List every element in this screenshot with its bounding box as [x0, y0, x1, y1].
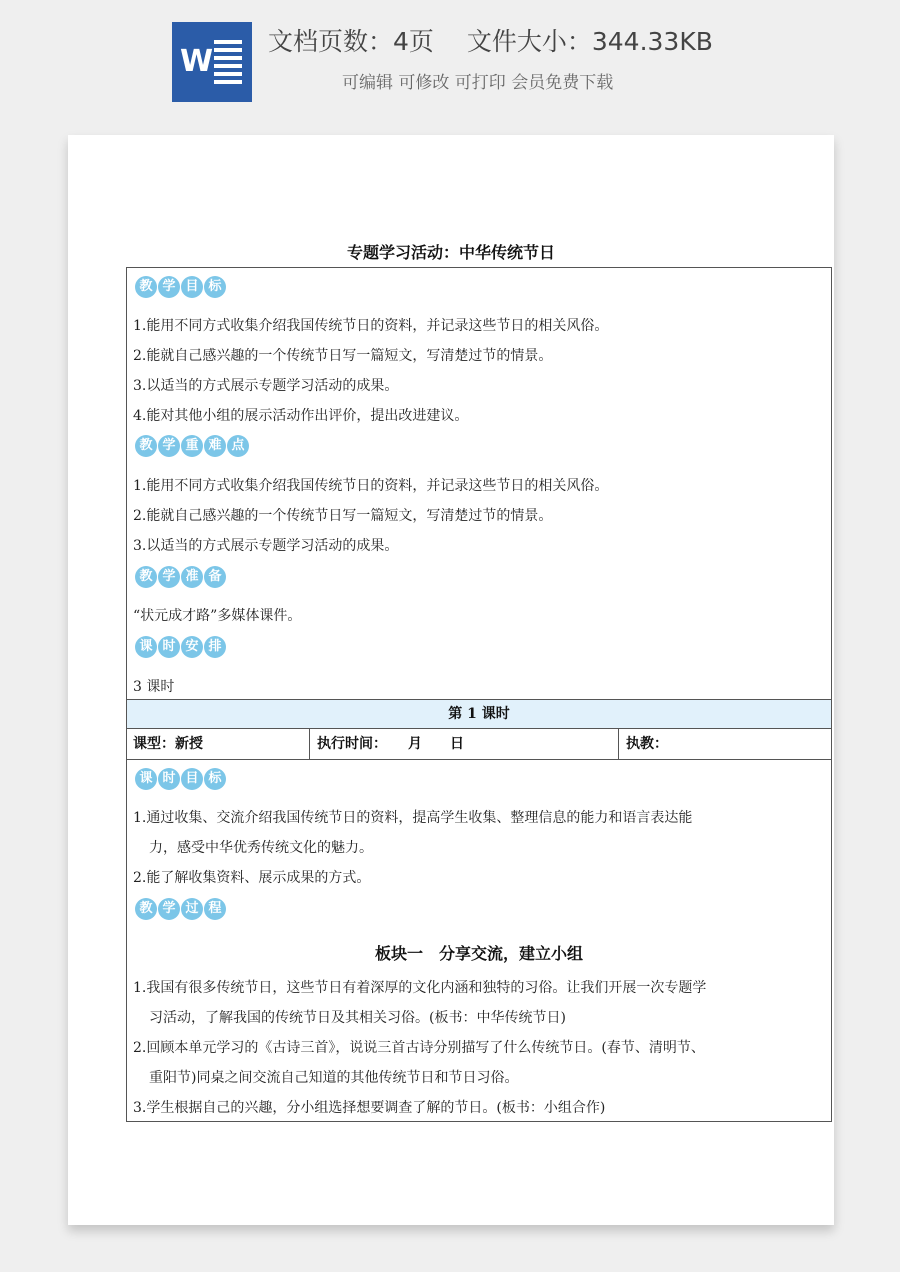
badge-char: 排 — [204, 636, 226, 658]
goal-item: 4.能对其他小组的展示活动作出评价，提出改进建议。 — [133, 408, 469, 424]
badge-schedule — [135, 636, 227, 660]
download-header — [0, 0, 900, 120]
lesson-teacher: 执教： — [626, 736, 668, 752]
lesson-goal-line: 2.能了解收集资料、展示成果的方式。 — [133, 870, 371, 886]
document-title: 专题学习活动：中华传统节日 — [346, 243, 555, 262]
badge-char: 安 — [181, 636, 203, 658]
badge-char: 课 — [135, 768, 157, 790]
goal-item: 1.能用不同方式收集介绍我国传统节日的资料，并记录这些节日的相关风俗。 — [133, 318, 609, 334]
process-line: 3.学生根据自己的兴趣，分小组选择想要调查了解的节日。(板书：小组合作) — [133, 1100, 606, 1116]
badge-process — [135, 898, 227, 922]
process-line: 1.我国有很多传统节日，这些节日有着深厚的文化内涵和独特的习俗。让我们开展一次专题学 — [133, 980, 707, 996]
lesson-info-row — [127, 729, 831, 760]
cell-divider — [618, 729, 619, 759]
badge-char: 重 — [181, 435, 203, 457]
badge-char: 程 — [204, 898, 226, 920]
badge-char: 时 — [158, 636, 180, 658]
logo-lines — [214, 40, 242, 88]
document-page — [68, 135, 834, 1225]
badge-char: 学 — [158, 435, 180, 457]
badge-lesson-goals — [135, 768, 227, 792]
badge-char: 教 — [135, 435, 157, 457]
file-info-subtitle: 可编辑 可修改 可打印 会员免费下载 — [342, 73, 614, 93]
preparation-text: “状元成才路”多媒体课件。 — [133, 608, 302, 624]
process-line: 习活动，了解我国的传统节日及其相关习俗。(板书：中华传统节日) — [149, 1010, 566, 1026]
schedule-text: 3 课时 — [133, 679, 175, 695]
key-point-item: 1.能用不同方式收集介绍我国传统节日的资料，并记录这些节日的相关风俗。 — [133, 478, 609, 494]
badge-char: 时 — [158, 768, 180, 790]
badge-teaching-goals — [135, 276, 227, 300]
overview-table — [126, 267, 832, 1122]
lesson-goal-line: 力，感受中华优秀传统文化的魅力。 — [149, 840, 373, 856]
badge-char: 学 — [158, 898, 180, 920]
lesson-time: 执行时间： 月 日 — [317, 736, 464, 752]
badge-char: 过 — [181, 898, 203, 920]
goal-item: 2.能就自己感兴趣的一个传统节日写一篇短文，写清楚过节的情景。 — [133, 348, 553, 364]
badge-char: 准 — [181, 566, 203, 588]
lesson-goal-line: 1.通过收集、交流介绍我国传统节日的资料，提高学生收集、整理信息的能力和语言表达能 — [133, 810, 693, 826]
badge-char: 标 — [204, 276, 226, 298]
badge-char: 学 — [158, 566, 180, 588]
key-point-item: 2.能就自己感兴趣的一个传统节日写一篇短文，写清楚过节的情景。 — [133, 508, 553, 524]
section-title: 板块一 分享交流，建立小组 — [374, 944, 583, 963]
process-line: 2.回顾本单元学习的《古诗三首》，说说三首古诗分别描写了什么传统节日。(春节、清明节、 — [133, 1040, 705, 1056]
badge-char: 标 — [204, 768, 226, 790]
process-line: 重阳节)同桌之间交流自己知道的其他传统节日和节日习俗。 — [149, 1070, 519, 1086]
badge-char: 目 — [181, 276, 203, 298]
badge-char: 教 — [135, 276, 157, 298]
badge-char: 课 — [135, 636, 157, 658]
badge-char: 点 — [227, 435, 249, 457]
key-point-item: 3.以适当的方式展示专题学习活动的成果。 — [133, 538, 399, 554]
goal-item: 3.以适当的方式展示专题学习活动的成果。 — [133, 378, 399, 394]
lesson-type: 课型：新授 — [133, 736, 203, 752]
cell-divider — [309, 729, 310, 759]
badge-preparation — [135, 566, 227, 590]
badge-char: 学 — [158, 276, 180, 298]
badge-key-points — [135, 435, 250, 459]
badge-char: 难 — [204, 435, 226, 457]
badge-char: 教 — [135, 566, 157, 588]
word-document-icon — [172, 22, 252, 102]
badge-char: 目 — [181, 768, 203, 790]
file-info-title: 文档页数：4页 文件大小：344.33KB — [268, 27, 713, 56]
logo-letter: W — [180, 44, 214, 79]
badge-char: 备 — [204, 566, 226, 588]
badge-char: 教 — [135, 898, 157, 920]
lesson-1-band: 第 1 课时 — [127, 699, 831, 729]
